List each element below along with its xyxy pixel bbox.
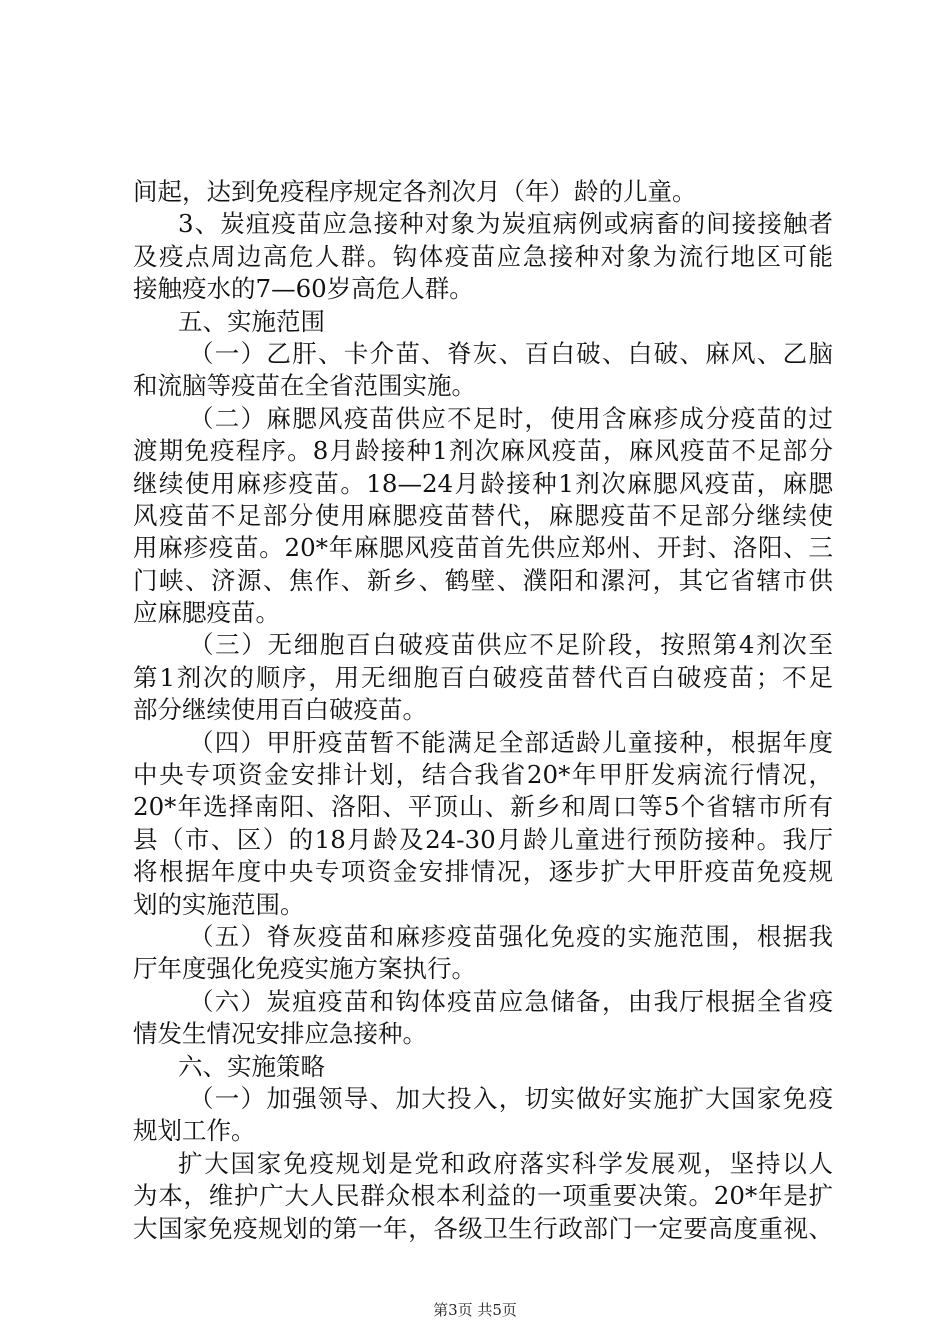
text-line: 和流脑等疫苗在全省范围实施。 <box>133 371 476 401</box>
text-line: 大国家免疫规划的第一年，各级卫生行政部门一定要高度重视、 <box>133 1213 833 1243</box>
text-line: 划的实施范围。 <box>133 889 305 919</box>
text-line: 20*年选择南阳、洛阳、平顶山、新乡和周口等5个省辖市所有 <box>133 792 833 822</box>
text-line: （四）甲肝疫苗暂不能满足全部适龄儿童接种，根据年度 <box>189 727 833 757</box>
text-line: （六）炭疽疫苗和钩体疫苗应急储备，由我厅根据全省疫 <box>189 986 833 1016</box>
text-line: 应麻腮疫苗。 <box>133 598 280 628</box>
text-line: 部分继续使用百白破疫苗。 <box>133 695 427 725</box>
text-line: 用麻疹疫苗。20*年麻腮风疫苗首先供应郑州、开封、洛阳、三 <box>133 533 833 563</box>
text-line: 六、实施策略 <box>178 1051 325 1081</box>
text-line: 五、实施范围 <box>178 306 325 336</box>
text-line: （五）脊灰疫苗和麻疹疫苗强化免疫的实施范围，根据我 <box>189 921 833 951</box>
text-line: （一）乙肝、卡介苗、脊灰、百白破、白破、麻风、乙脑 <box>189 338 833 368</box>
text-line: 继续使用麻疹疫苗。18—24月龄接种1剂次麻腮风疫苗，麻腮 <box>133 468 833 498</box>
text-line: 及疫点周边高危人群。钩体疫苗应急接种对象为流行地区可能 <box>133 241 833 271</box>
text-line: 3、炭疽疫苗应急接种对象为炭疽病例或病畜的间接接触者 <box>178 209 833 239</box>
text-line: 接触疫水的7—60岁高危人群。 <box>133 274 474 304</box>
text-line: 间起，达到免疫程序规定各剂次月（年）龄的儿童。 <box>133 177 697 206</box>
text-line: 厅年度强化免疫实施方案执行。 <box>133 954 476 984</box>
text-line: 门峡、济源、焦作、新乡、鹤壁、濮阳和漯河，其它省辖市供 <box>133 565 833 595</box>
text-line: 情发生情况安排应急接种。 <box>133 1019 427 1049</box>
page-footer: 第3页 共5页 <box>433 1301 517 1319</box>
text-line: 渡期免疫程序。8月龄接种1剂次麻风疫苗，麻风疫苗不足部分 <box>133 436 833 466</box>
text-line: 规划工作。 <box>133 1116 256 1146</box>
text-line: （一）加强领导、加大投入，切实做好实施扩大国家免疫 <box>189 1083 833 1113</box>
text-line: 扩大国家免疫规划是党和政府落实科学发展观，坚持以人 <box>178 1148 833 1178</box>
text-line: 将根据年度中央专项资金安排情况，逐步扩大甲肝疫苗免疫规 <box>133 857 833 887</box>
text-line: 风疫苗不足部分使用麻腮疫苗替代，麻腮疫苗不足部分继续使 <box>133 500 833 530</box>
text-line: （二）麻腮风疫苗供应不足时，使用含麻疹成分疫苗的过 <box>189 403 833 433</box>
text-line: 中央专项资金安排计划，结合我省20*年甲肝发病流行情况， <box>133 760 833 790</box>
document-body <box>133 176 833 1245</box>
text-line: 第1剂次的顺序，用无细胞百白破疫苗替代百白破疫苗；不足 <box>133 662 833 692</box>
text-line: （三）无细胞百白破疫苗供应不足阶段，按照第4剂次至 <box>189 630 833 660</box>
text-line: 县（市、区）的18月龄及24-30月龄儿童进行预防接种。我厅 <box>133 824 833 854</box>
text-line: 为本，维护广大人民群众根本利益的一项重要决策。20*年是扩 <box>133 1181 833 1211</box>
